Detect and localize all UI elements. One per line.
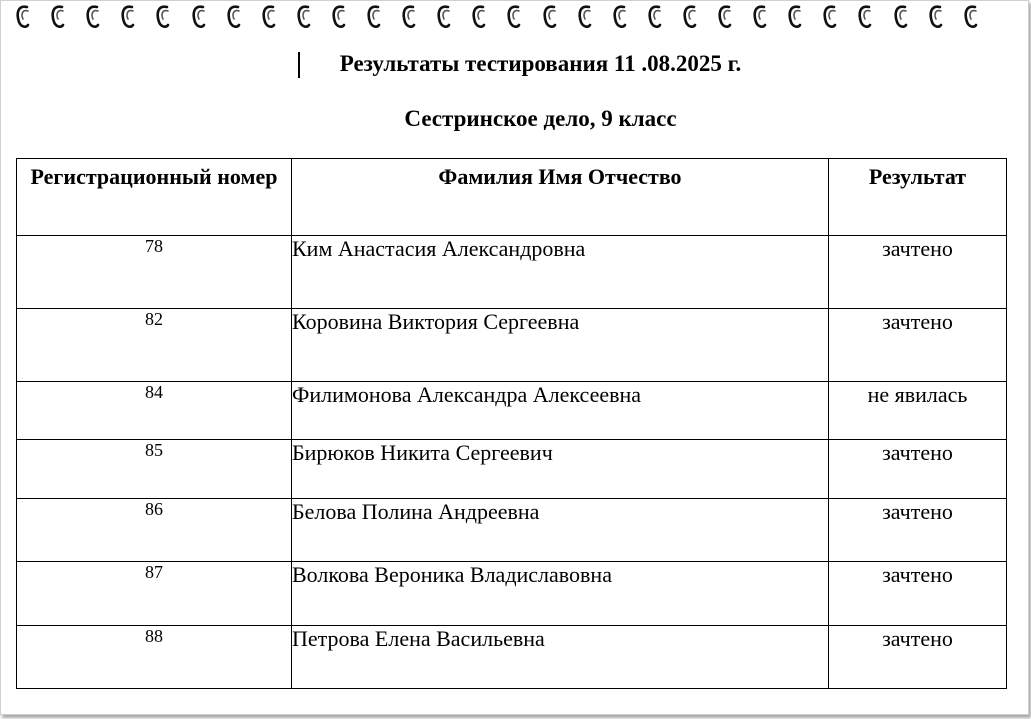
spiral-binding <box>7 1 1027 31</box>
cell-result[interactable]: не явилась <box>829 382 1007 440</box>
cell-registration-number[interactable]: 82 <box>17 309 292 382</box>
spiral-binding-ring-icon <box>85 3 101 29</box>
results-table <box>16 158 1007 689</box>
cell-registration-number[interactable]: 78 <box>17 236 292 309</box>
table-row <box>17 562 1007 626</box>
spiral-binding-ring-icon <box>120 3 136 29</box>
spiral-binding-ring-icon <box>296 3 312 29</box>
cell-registration-number[interactable]: 86 <box>17 499 292 562</box>
spiral-binding-ring-icon <box>331 3 347 29</box>
spiral-binding-ring-icon <box>15 3 31 29</box>
spiral-binding-ring-icon <box>261 3 277 29</box>
cell-registration-number[interactable]: 88 <box>17 626 292 689</box>
document-title[interactable]: Результаты тестирования 11 .08.2025 г. <box>339 51 742 76</box>
spiral-binding-ring-icon <box>542 3 558 29</box>
table-row <box>17 236 1007 309</box>
spiral-binding-ring-icon <box>155 3 171 29</box>
cell-result[interactable]: зачтено <box>829 236 1007 309</box>
spiral-binding-ring-icon <box>893 3 909 29</box>
cell-registration-number[interactable]: 84 <box>17 382 292 440</box>
spiral-binding-ring-icon <box>717 3 733 29</box>
cell-registration-number[interactable]: 85 <box>17 440 292 499</box>
spiral-binding-ring-icon <box>612 3 628 29</box>
header-registration-number[interactable]: Регистрационный номер <box>17 159 292 236</box>
cell-full-name[interactable]: Коровина Виктория Сергеевна <box>292 309 829 382</box>
table-row <box>17 440 1007 499</box>
cell-full-name[interactable]: Ким Анастасия Александровна <box>292 236 829 309</box>
spiral-binding-ring-icon <box>191 3 207 29</box>
cell-full-name[interactable]: Бирюков Никита Сергеевич <box>292 440 829 499</box>
spiral-binding-ring-icon <box>471 3 487 29</box>
cell-full-name[interactable]: Волкова Вероника Владиславовна <box>292 562 829 626</box>
table-row <box>17 499 1007 562</box>
header-result[interactable]: Результат <box>829 159 1007 236</box>
cell-result[interactable]: зачтено <box>829 499 1007 562</box>
spiral-binding-ring-icon <box>928 3 944 29</box>
spiral-binding-ring-icon <box>822 3 838 29</box>
cell-result[interactable]: зачтено <box>829 440 1007 499</box>
cell-full-name[interactable]: Белова Полина Андреевна <box>292 499 829 562</box>
table-row <box>17 382 1007 440</box>
cell-registration-number[interactable]: 87 <box>17 562 292 626</box>
spiral-binding-ring-icon <box>963 3 979 29</box>
table-row <box>17 626 1007 689</box>
spiral-binding-ring-icon <box>577 3 593 29</box>
spiral-binding-ring-icon <box>226 3 242 29</box>
table-row <box>17 309 1007 382</box>
spiral-binding-ring-icon <box>857 3 873 29</box>
cell-full-name[interactable]: Петрова Елена Васильевна <box>292 626 829 689</box>
spiral-binding-ring-icon <box>436 3 452 29</box>
spiral-binding-ring-icon <box>366 3 382 29</box>
cell-result[interactable]: зачтено <box>829 309 1007 382</box>
cell-full-name[interactable]: Филимонова Александра Алексеевна <box>292 382 829 440</box>
spiral-binding-ring-icon <box>50 3 66 29</box>
spiral-binding-ring-icon <box>506 3 522 29</box>
header-full-name[interactable]: Фамилия Имя Отчество <box>292 159 829 236</box>
spiral-binding-ring-icon <box>647 3 663 29</box>
spiral-binding-ring-icon <box>401 3 417 29</box>
document-subtitle[interactable]: Сестринское дело, 9 класс <box>404 106 677 131</box>
spiral-binding-ring-icon <box>752 3 768 29</box>
cell-result[interactable]: зачтено <box>829 562 1007 626</box>
spiral-binding-ring-icon <box>682 3 698 29</box>
spiral-binding-ring-icon <box>787 3 803 29</box>
cell-result[interactable]: зачтено <box>829 626 1007 689</box>
table-header-row <box>17 159 1007 236</box>
